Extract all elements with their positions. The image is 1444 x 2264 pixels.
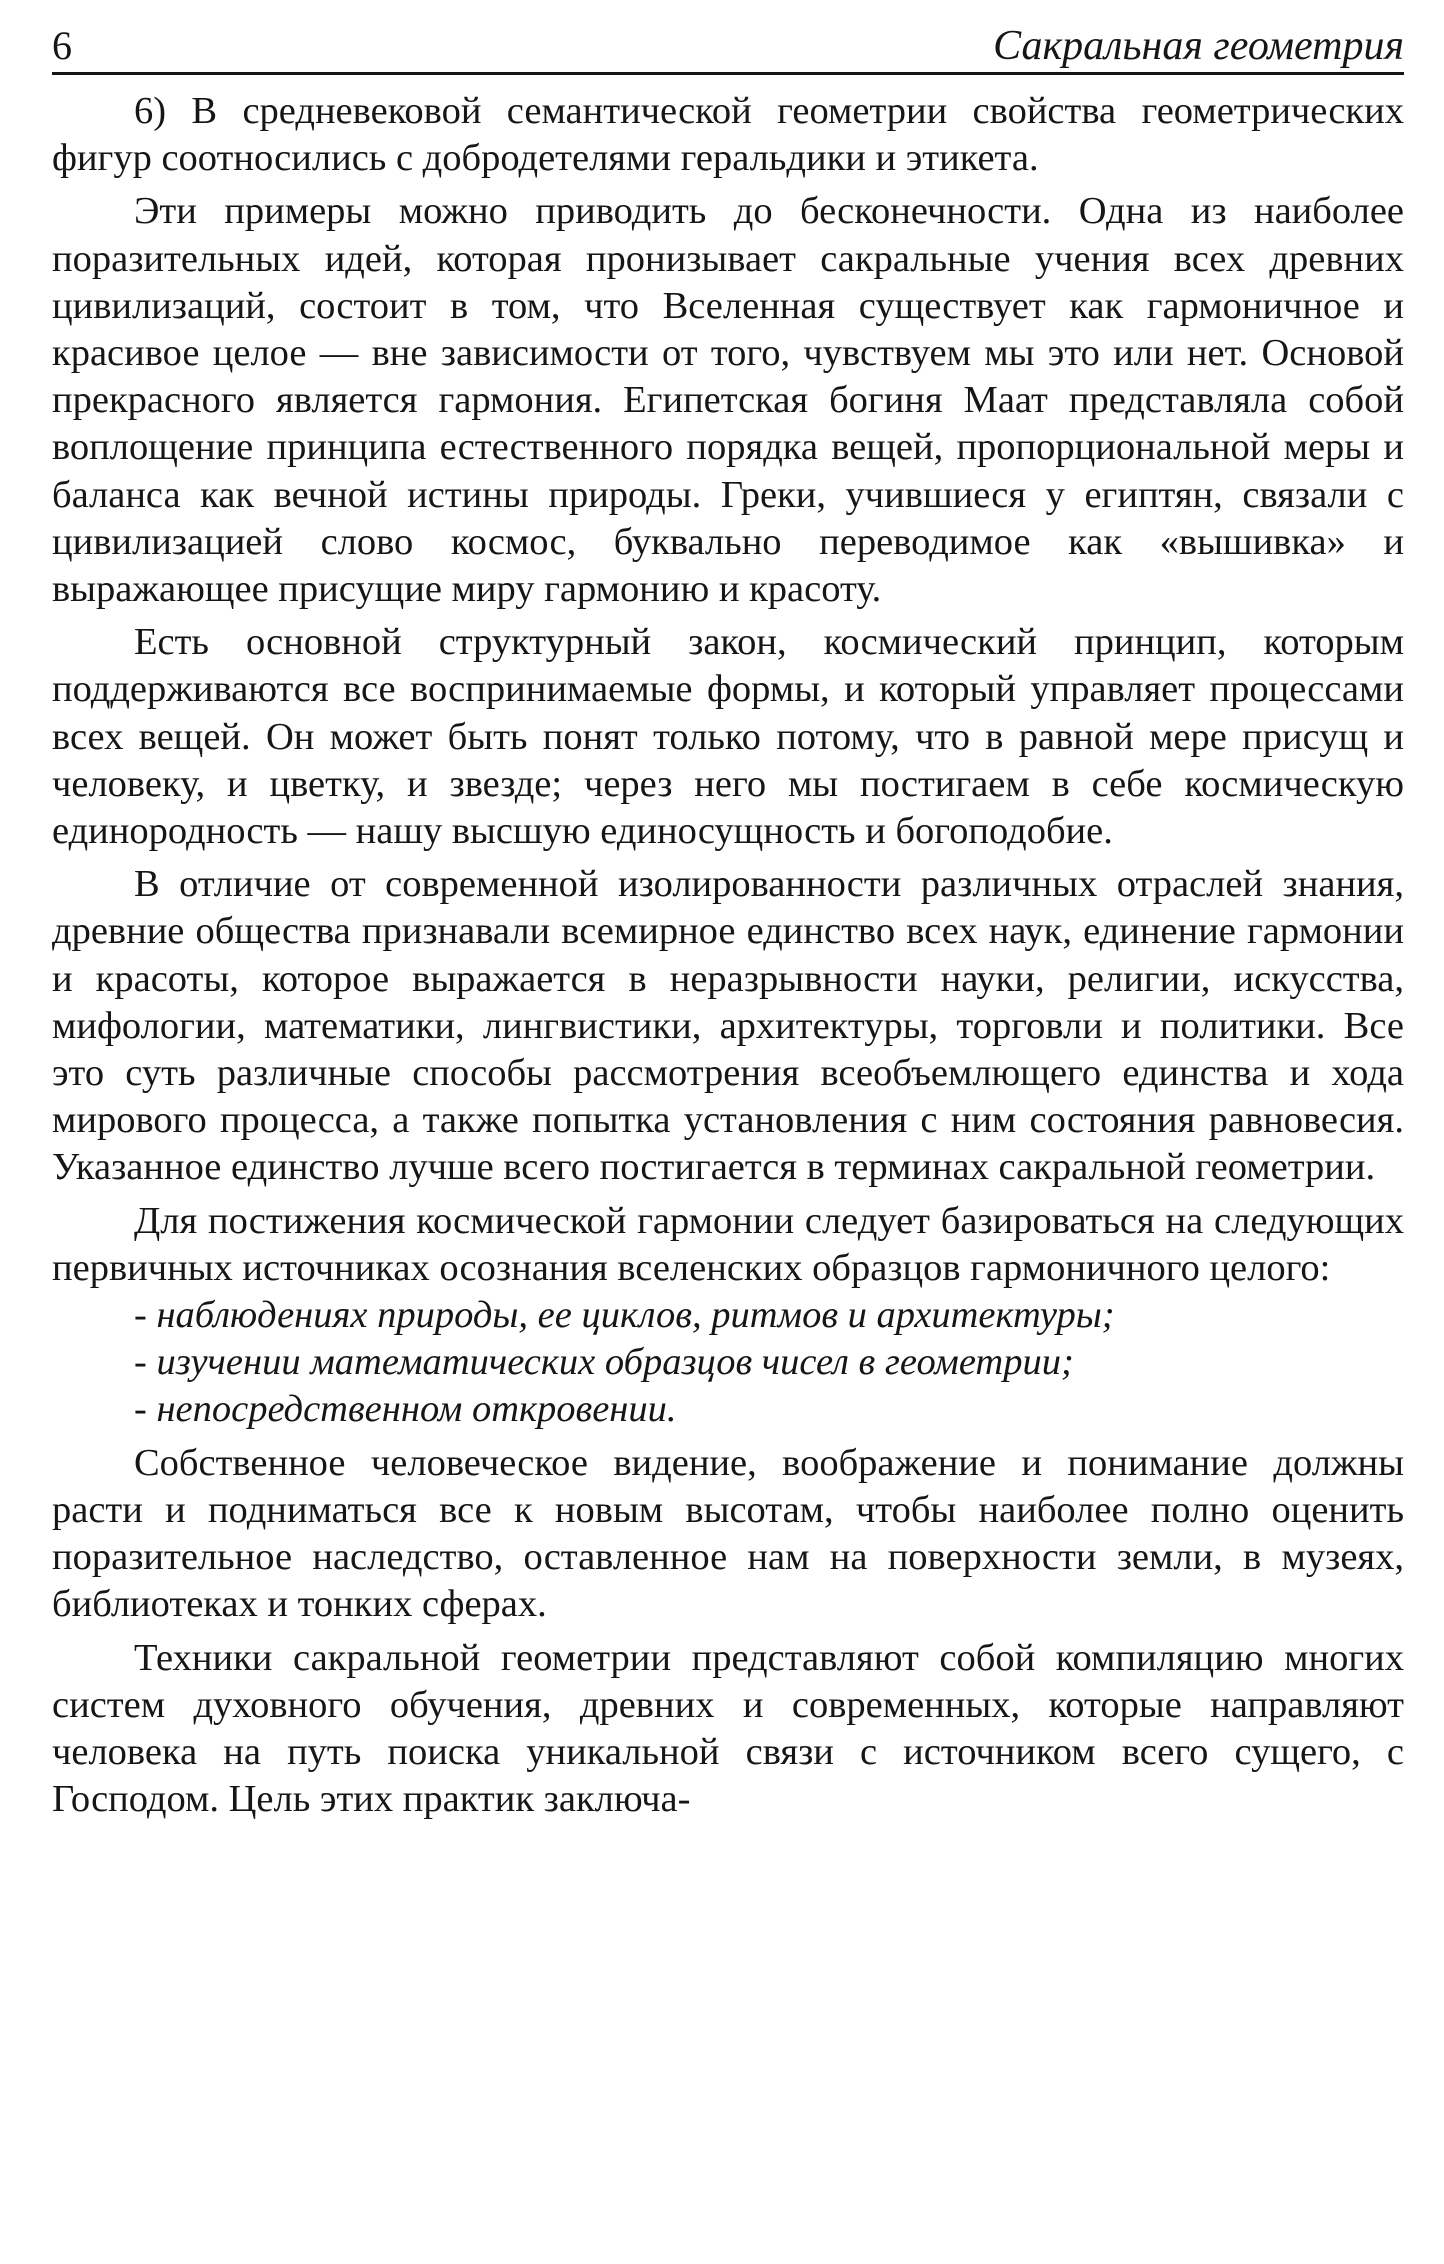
header-rule: [52, 72, 1404, 75]
paragraph-4: В отличие от современной изолированности различных отраслей знания, древние общества признавали всемирное единство всех наук, единение гармонии и красоты, которое выражается в неразрывности науки, религии, искусства, мифологии, математики, лингвистики, архитектуры, торговли и политики. Все это суть различные способы рассмотрения всеобъемлющего единства и хода мирового процесса, а также попытка установления с ним состояния равновесия. Указанное единство лучше всего постигается в терминах сакральной геометрии.: [52, 863, 1404, 1189]
paragraph-7: Техники сакральной геометрии представляют собой компиляцию многих систем духовного обучения, древних и современных, которые направляют человека на путь поиска уникальной связи с источником всего сущего, с Господом. Цель этих практик заключа-: [52, 1636, 1404, 1821]
running-title: Сакральная геометрия: [993, 23, 1404, 69]
page-header: [52, 22, 1404, 74]
page-number: 6: [52, 23, 72, 68]
list-item: - непосредственном откровении.: [134, 1388, 677, 1431]
list-item: - изучении математических образцов чисел в геометрии;: [134, 1341, 1074, 1384]
paragraph-6: Собственное человеческое видение, воображение и понимание должны расти и подниматься все к новым высотам, чтобы наиболее полно оценить поразительное наследство, оставленное нам на поверхности земли, в музеях, библиотеках и тонких сферах.: [52, 1441, 1404, 1626]
paragraph-1: 6) В средневековой семантической геометрии свойства геометрических фигур соотносились с добродетелями геральдики и этикета.: [52, 90, 1404, 180]
paragraph-3: Есть основной структурный закон, космический принцип, которым поддерживаются все воспринимаемые формы, и который управляет процессами всех вещей. Он может быть понят только потому, что в равной мере присущ и человеку, и цветку, и звезде; через него мы постигаем в себе космическую единородность — нашу высшую единосущность и богоподобие.: [52, 621, 1404, 853]
list-item: - наблюдениях природы, ее циклов, ритмов и архитектуры;: [134, 1294, 1115, 1337]
paragraph-2: Эти примеры можно приводить до бесконечности. Одна из наиболее поразительных идей, которая пронизывает сакральные учения всех древних цивилизаций, состоит в том, что Вселенная существует как гармоничное и красивое целое — вне зависимости от того, чувствуем мы это или нет. Основой прекрасного является гармония. Египетская богиня Маат представляла собой воплощение принципа естественного порядка вещей, пропорциональной меры и баланса как вечной истины природы. Греки, учившиеся у египтян, связали с цивилизацией слово космос, буквально переводимое как «вышивка» и выражающее присущие миру гармонию и красоту.: [52, 190, 1404, 611]
sources-list: [52, 1292, 1404, 1434]
paragraph-5: Для постижения космической гармонии следует базироваться на следующих первичных источниках осознания вселенских образцов гармоничного целого:: [52, 1199, 1404, 1289]
body-text: [52, 88, 1404, 1829]
